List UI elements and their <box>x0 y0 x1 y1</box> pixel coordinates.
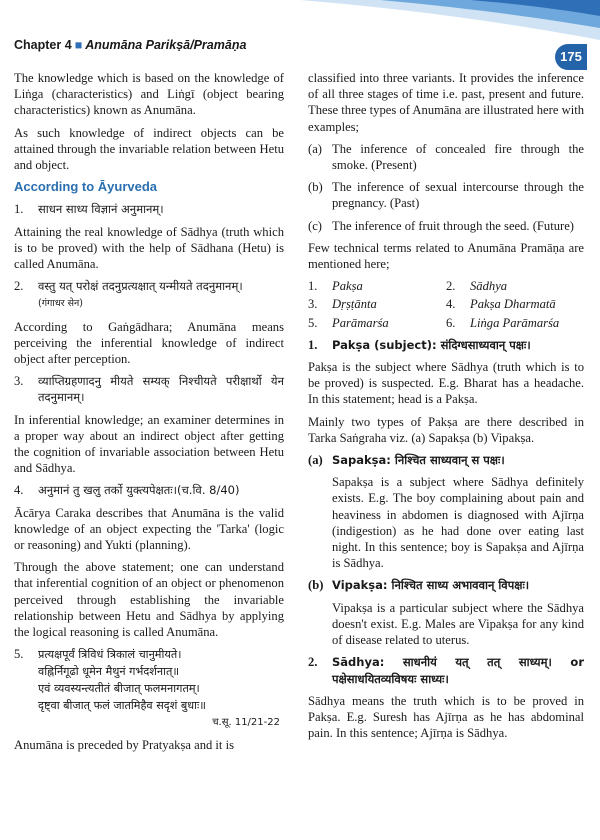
list-item: (c) The inference of fruit through the seed. (Future) <box>308 218 574 233</box>
list-item: (b) The inference of sexual intercourse through the pregnancy. (Past) <box>308 180 584 211</box>
bullet-icon: ■ <box>74 38 83 52</box>
paragraph: Vipakṣa is a particular subject where the Sādhya doesn't exist. E.g. Males are Vipakṣa for any kind of disease related to uterus. <box>332 600 584 648</box>
verse-reference: च.सू. 11/21-22 <box>212 717 280 729</box>
left-column <box>14 70 284 760</box>
paragraph: Pakṣa is the subject where Sādhya (truth which is to be proved) is suspected. E.g. Bharat has a headache. In this statement; head is a Pakṣa. <box>308 360 584 407</box>
paragraph: As such knowledge of indirect objects can be attained through the invariable relation between Hetu and object. <box>14 125 284 173</box>
paragraph: Sapakṣa is a subject where Sādhya definitely exists. E.g. The boy complaining about pain and heaviness in abdomen is diagnosed with Ajīrṇa (indigestion) as he had done over eating last night. In this sentence; boy is Sapakṣa and Ajīrṇa is Sādhya. <box>332 475 584 571</box>
paragraph: Mainly two types of Pakṣa are there described in Tarka Saṅgraha viz. (a) Sapakṣa (b) Vipakṣa. <box>308 414 584 445</box>
list-item: 3. व्याप्तिग्रहणादनु मीयते सम्यक् निश्चीयते परीक्षार्थो येन तदनुमानम्। <box>14 374 284 405</box>
paragraph: Through the above statement; one can understand that inferential cognition of an object or phenomenon perceived through establishing the invariable relationship between Hetu and Sādhya by applying the logical reasoning is called Anumāna. <box>14 560 284 640</box>
paragraph: classified into three variants. It provides the inference of all three stages of time i.e. past, present and future. These three types of Anumāna are illustrated here with examples; <box>308 71 584 134</box>
section-heading: According to Āyurveda <box>14 179 158 195</box>
chapter-header <box>14 38 246 52</box>
paragraph: Attaining the real knowledge of Sādhya (truth which is to be proved) with the help of Sādhana (Hetu) is called Anumāna. <box>14 224 284 272</box>
list-item: 1. साधन साध्य विज्ञानं अनुमानम्। <box>14 202 164 217</box>
page-number: 175 <box>555 44 587 70</box>
paragraph: In inferential knowledge; an examiner determines in a proper way about an indirect object after getting the cognition of invariable association between Hetu and Sādhya. <box>14 412 284 476</box>
terms-list: 1. Pakṣa 2. Sādhya 3. Dṛṣṭānta 4. Pakṣa Dharmatā 5. Parāmarśa 6. Liṅga Parāmarśa <box>308 279 560 330</box>
subheading: 2. Sādhya: साधनीयं यत् तत् साध्यम्। or पक्षेसाधयितव्यविषयः साध्यः। <box>308 655 584 686</box>
subheading: 1. Pakṣa (subject): संदिग्धसाध्यवान् पक्षः। <box>308 337 531 352</box>
right-column <box>308 70 584 747</box>
chapter-label: Chapter 4 <box>14 38 72 52</box>
list-item: 5. प्रत्यक्षपूर्वं त्रिविधं त्रिकालं चानुमीयते। वह्निर्निगूढो धूमेन मैथुनं गर्भदर्शनात्॥ एवं व्यवस्यन्त्यतीतं बीजात् फलमनागतम्। दृष्ट्वा बीजात् फलं जातमिहैव सदृशं बुधाः॥ च.सू. 11/21-22 <box>14 646 284 731</box>
subheading: (a) Sapakṣa: निश्चित साध्यवान् स पक्षः। <box>308 453 505 468</box>
subheading: (b) Vipakṣa: निश्चित साध्य अभाववान् विपक्षः। <box>308 578 530 593</box>
paragraph: The knowledge which is based on the knowledge of Liṅga (characteristics) and Liṅgī (object bearing characteristics) known as Anumāna. <box>14 71 284 118</box>
list-item: (a) The inference of concealed fire through the smoke. (Present) <box>308 141 584 173</box>
list-item: 2. वस्तु यत् परोक्षं तदनुप्रत्यक्षात् यन्मीयते तदनुमानम्। (गंगाधर सेन) <box>14 279 243 310</box>
chapter-title: Anumāna Parikṣā/Pramāṇa <box>85 38 247 52</box>
paragraph: Ācārya Caraka describes that Anumāna is the valid knowledge of an object expecting the 'Tarka' (logic or reasoning) and Yukti (planning). <box>14 505 284 553</box>
paragraph: Few technical terms related to Anumāna Pramāṇa are mentioned here; <box>308 240 584 272</box>
paragraph: According to Gaṅgādhara; Anumāna means perceiving the inferential knowledge of indirect object after perception. <box>14 319 284 367</box>
verse-block: प्रत्यक्षपूर्वं त्रिविधं त्रिकालं चानुमीयते। वह्निर्निगूढो धूमेन मैथुनं गर्भदर्शनात्॥ एवं व्यवस्यन्त्यतीतं बीजात् फलमनागतम्। दृष्ट्वा बीजात् फलं जातमिहैव सदृशं बुधाः॥ च.सू. 11/21-22 <box>38 646 284 731</box>
list-item: 4. अनुमानं तु खलु तर्को युक्त्यपेक्षतः।(च.वि. 8/40) <box>14 483 240 498</box>
paragraph: Anumāna is preceded by Pratyakṣa and it is <box>14 738 234 753</box>
paragraph: Sādhya means the truth which is to be proved in Pakṣa. E.g. Suresh has Ajīrṇa as he has abdominal pain. In this sentence; Ajīrṇa is Sādhya. <box>308 693 584 741</box>
